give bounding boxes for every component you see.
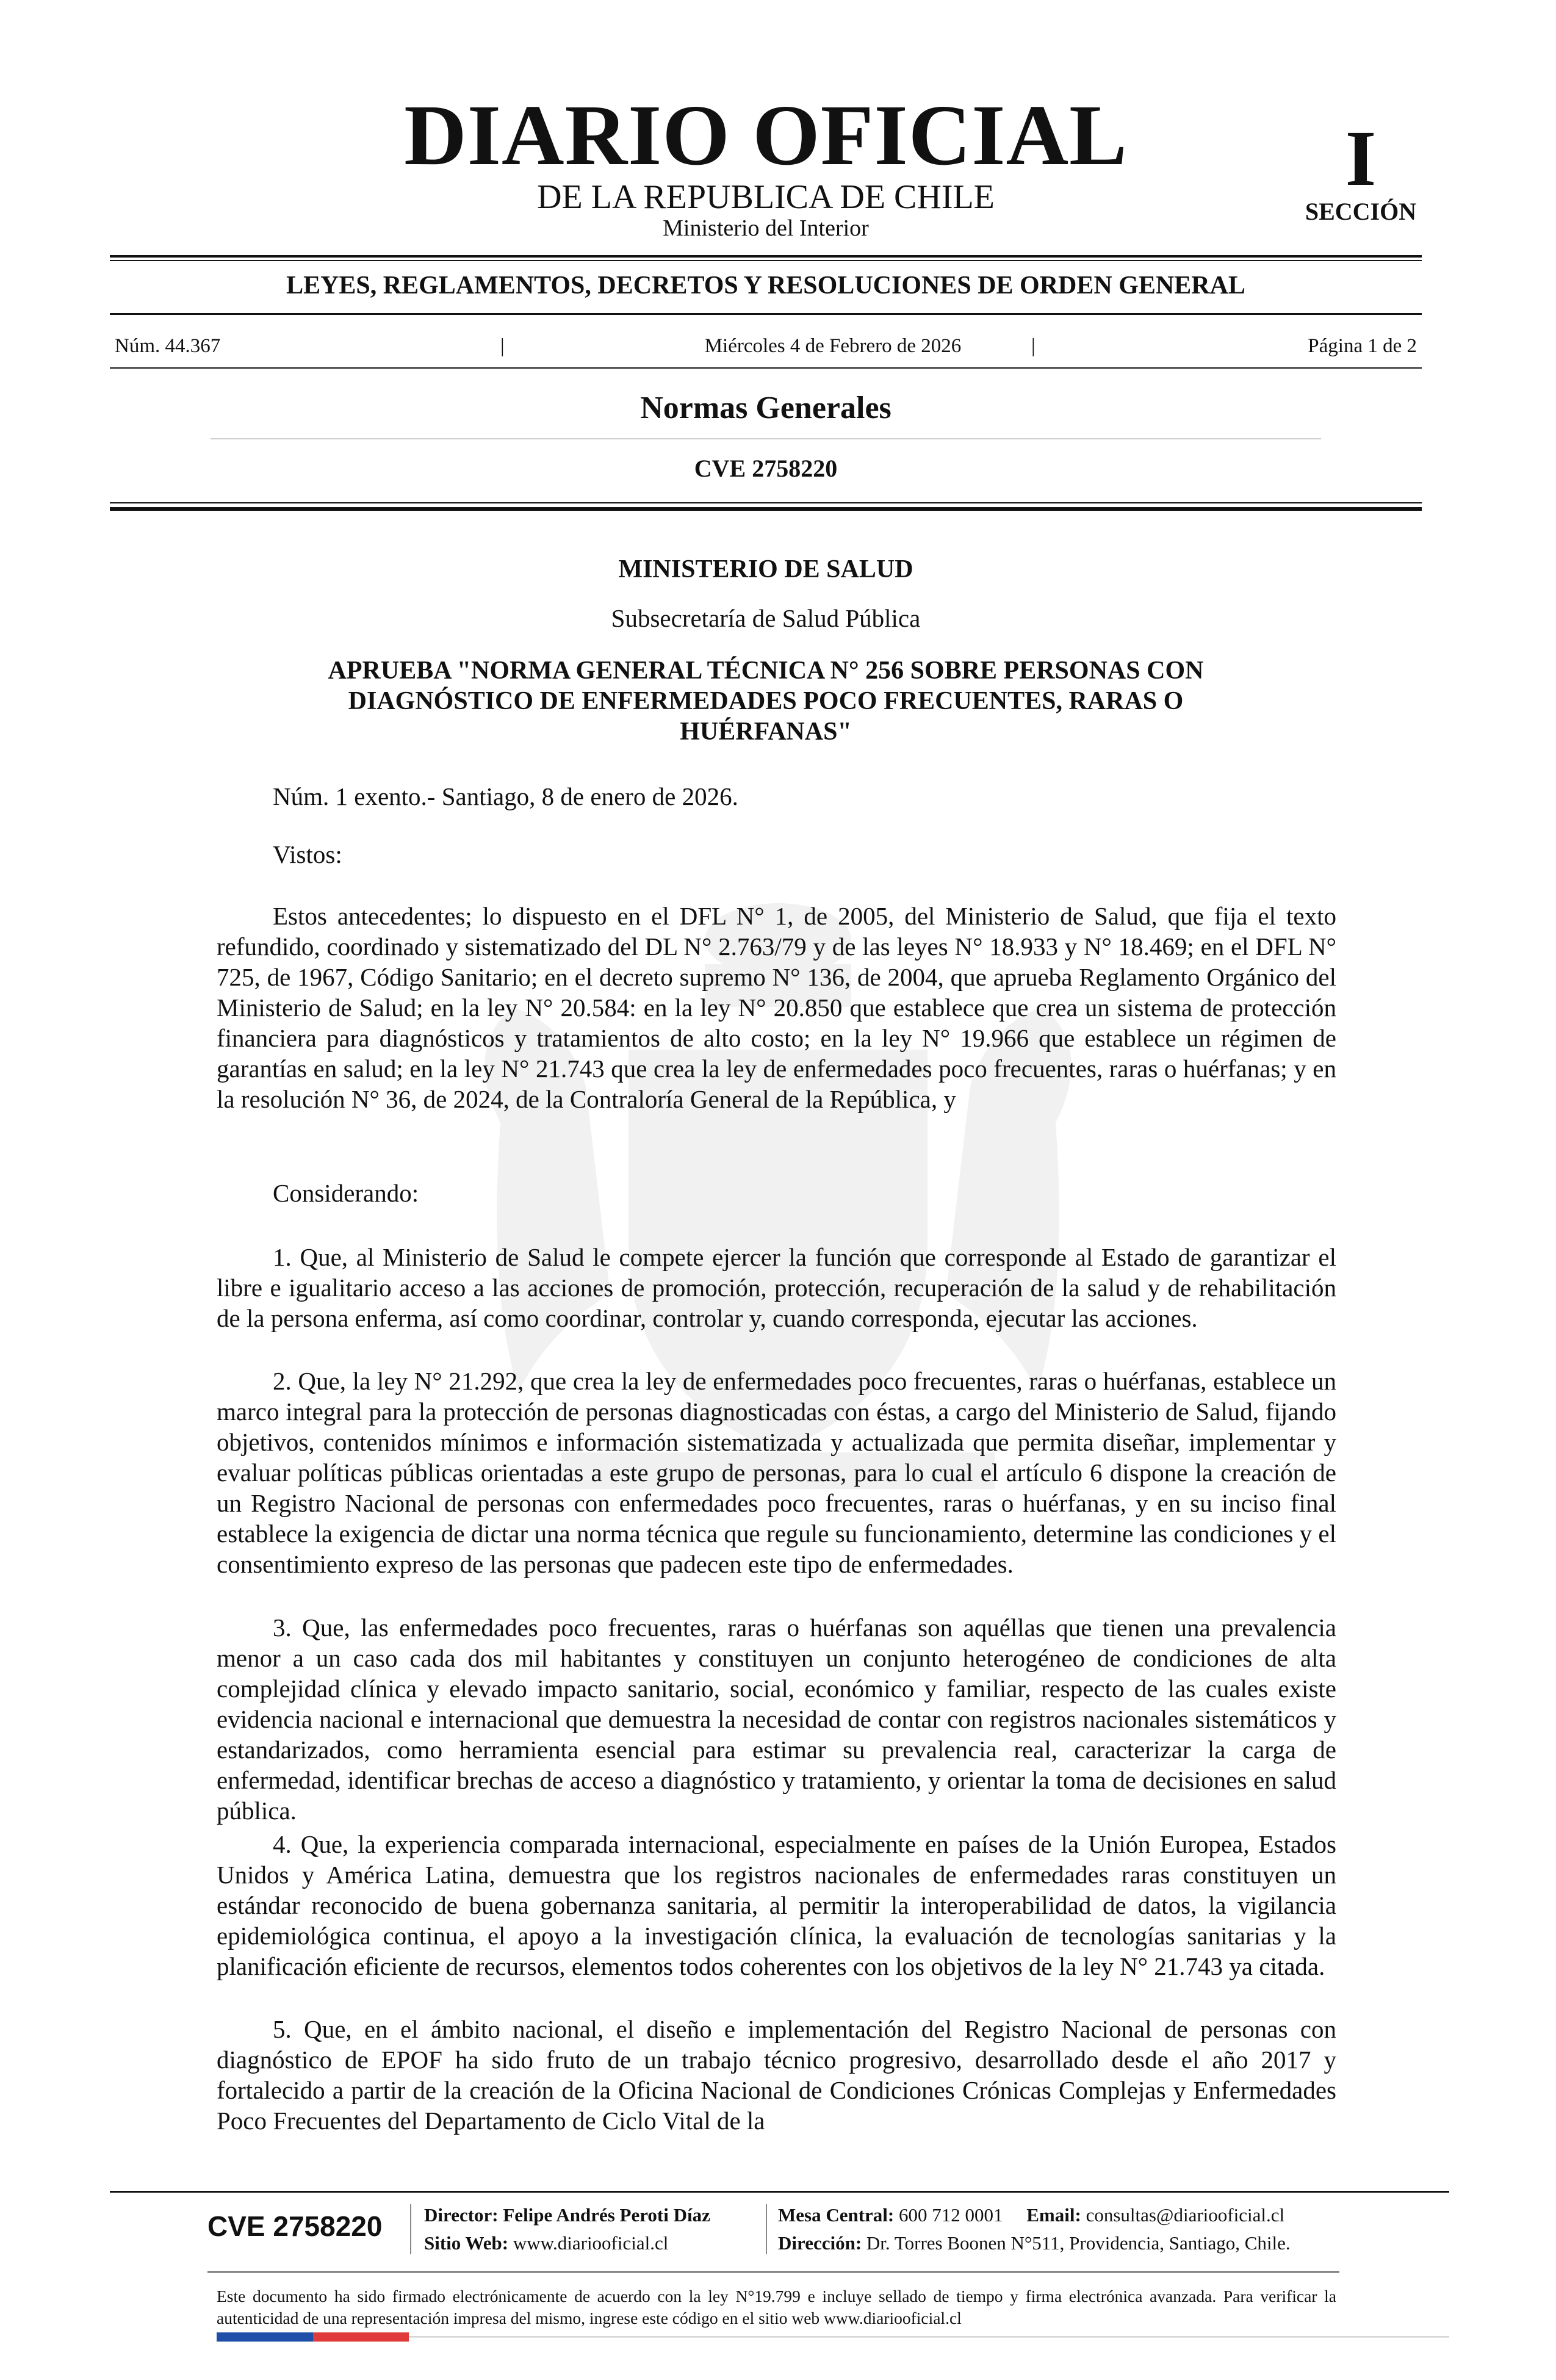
email-link[interactable]: consultas@diariooficial.cl: [1086, 2204, 1285, 2226]
footer-rule: [110, 2191, 1449, 2193]
document-subsecretaria: Subsecretaría de Salud Pública: [611, 604, 921, 632]
masthead-title: DIARIO OFICIAL: [404, 87, 1128, 183]
masthead-rule-thin: [110, 260, 1422, 261]
document-title: APRUEBA "NORMA GENERAL TÉCNICA N° 256 SOBRE PERSONAS CON DIAGNÓSTICO DE ENFERMEDADES POCO FRECUENTES, RARAS O HUÉRFANAS": [328, 657, 1204, 746]
footer-contact: [778, 2205, 1284, 2224]
footer-director: [424, 2205, 710, 2224]
header-rule-thick: [110, 507, 1422, 511]
issue-bar-rule: [110, 367, 1422, 369]
website-label: Sitio Web:: [424, 2232, 509, 2254]
phone-number: 600 712 0001: [899, 2204, 1003, 2226]
issue-date: Miércoles 4 de Febrero de 2026: [704, 335, 962, 357]
considerando-label: Considerando:: [273, 1179, 419, 1207]
footer-cve-code: CVE 2758220: [207, 2210, 383, 2242]
masthead-subtitle: DE LA REPUBLICA DE CHILE: [537, 178, 995, 216]
address-text: Dr. Torres Boonen N°511, Providencia, Santiago, Chile.: [866, 2232, 1291, 2254]
vistos-paragraph: Estos antecedentes; lo dispuesto en el DFL N° 1, de 2005, del Ministerio de Salud, que fija el texto refundido, coordinado y sistematizado del DL N° 2.763/79 y de las leyes N° 18.933 y N° 18.469; en el DFL N° 725, de 1967, Código Sanitario; en el decreto supremo N° 136, de 2004, que aprueba Reglamento Orgánico del Ministerio de Salud; en la ley N° 20.584: en la ley N° 20.850 que establece que crea un sistema de protección financiera para diagnósticos y tratamientos de alto costo; en la ley N° 19.966 que establece un régimen de garantías en salud; en la ley N° 21.743 que crea la ley de enfermedades poco frecuentes, raras o huérfanas; y en la resolución N° 36, de 2024, de la Contraloría General de la República, y: [217, 902, 1336, 1113]
website-link[interactable]: www.diariooficial.cl: [513, 2232, 669, 2254]
considerando-paragraph: 1. Que, al Ministerio de Salud le compete ejercer la función que corresponde al Estado de garantizar el libre e igualitario acceso a las acciones de promoción, protección, recuperación de la salud y de rehabilitación de la persona enferma, así como coordinar, controlar y, cuando corresponda, ejecutar las acciones.: [217, 1243, 1336, 1332]
footer-website: [424, 2234, 668, 2252]
section-heading-rule: [211, 438, 1321, 439]
issue-bar: [110, 334, 1422, 358]
section-label: SECCIÓN: [1305, 198, 1417, 225]
issue-separator: |: [500, 335, 505, 357]
address-label: Dirección:: [778, 2232, 862, 2254]
footer-rule: [207, 2271, 1339, 2273]
considerando-paragraph: 2. Que, la ley N° 21.292, que crea la ley de enfermedades poco frecuentes, raras o huérfanas, establece un marco integral para la protección de personas diagnosticadas con éstas, a cargo del Ministerio de Salud, fijando objetivos, contenidos mínimos e información sistematizada y actualizada que permita diseñar, implementar y evaluar políticas públicas orientadas a este grupo de personas, para lo cual el artículo 6 dispone la creación de un Registro Nacional de personas con enfermedades poco frecuentes, raras o huérfanas, y en su inciso final establece la exigencia de dictar una norma técnica que regule su funcionamiento, determine las condiciones y el consentimiento expreso de las personas que padecen este tipo de enfermedades.: [217, 1367, 1336, 1578]
considerando-paragraph: 5. Que, en el ámbito nacional, el diseño e implementación del Registro Nacional de personas con diagnóstico de EPOF ha sido fruto de un trabajo técnico progresivo, desarrollado desde el año 2017 y fortalecido a partir de la creación de la Oficina Nacional de Condiciones Crónicas Complejas y Enfermedades Poco Frecuentes del Departamento de Ciclo Vital de la: [217, 2015, 1336, 2135]
issue-separator: |: [1031, 335, 1036, 357]
considerando-paragraph: 3. Que, las enfermedades poco frecuentes, raras o huérfanas son aquéllas que tienen una prevalencia menor a un caso cada dos mil habitantes y constituyen un conjunto heterogéneo de condiciones de alta complejidad clínica y elevado impacto sanitario, social, económico y familiar, respecto de las cuales existe evidencia nacional e internacional que demuestra la necesidad de contar con registros nacionales sistemáticos y estandarizados, como herramienta esencial para estimar su prevalencia real, caracterizar la carga de enfermedad, identificar brechas de acceso a diagnóstico y tratamiento, y orientar la toma de decisiones en salud pública.: [217, 1614, 1336, 1825]
legal-notice: Este documento ha sido firmado electrónicamente de acuerdo con la ley N°19.799 e incluye sellado de tiempo y firma electrónica avanzada. Para verificar la autenticidad de una representación impresa del mismo, ingrese este código en el sitio web www.diariooficial.cl: [217, 2287, 1336, 2328]
decree-number-line: Núm. 1 exento.- Santiago, 8 de enero de 2026.: [273, 782, 738, 810]
footer-address: [778, 2234, 1291, 2252]
footer-divider: [766, 2204, 767, 2254]
considerando-paragraph: 4. Que, la experiencia comparada internacional, especialmente en países de la Unión Europea, Estados Unidos y América Latina, demuestra que los registros nacionales de enfermedades raras constituyen un estándar reconocido de buena gobernanza sanitaria, al permitir la interoperabilidad de datos, la vigilancia epidemiológica continua, el apoyo a la investigación clínica, la evaluación de tecnologías sanitarias y la planificación eficiente de recursos, elementos todos coherentes con los objetivos de la ley N° 21.743 ya citada.: [217, 1830, 1336, 1980]
issue-number: Núm. 44.367: [115, 335, 221, 357]
page-indicator: Página 1 de 2: [1308, 335, 1417, 357]
email-label: Email:: [1026, 2204, 1081, 2226]
director-name: Felipe Andrés Peroti Díaz: [503, 2204, 710, 2226]
document-ministry: MINISTERIO DE SALUD: [618, 555, 913, 583]
section-number: I: [1345, 115, 1377, 203]
cve-heading: CVE 2758220: [694, 455, 838, 482]
masthead-ministry: Ministerio del Interior: [663, 215, 869, 241]
vistos-label: Vistos:: [273, 840, 342, 868]
phone-label: Mesa Central:: [778, 2204, 895, 2226]
flag-stripe-blue: [217, 2332, 313, 2342]
category-heading: LEYES, REGLAMENTOS, DECRETOS Y RESOLUCIONES DE ORDEN GENERAL: [286, 272, 1245, 300]
category-rule: [110, 313, 1422, 315]
footer-divider: [410, 2204, 411, 2254]
director-label: Director:: [424, 2204, 499, 2226]
section-heading: Normas Generales: [640, 391, 891, 425]
flag-stripe-red: [313, 2332, 409, 2342]
masthead-rule-thick: [110, 255, 1422, 258]
header-rule-thin: [110, 502, 1422, 503]
